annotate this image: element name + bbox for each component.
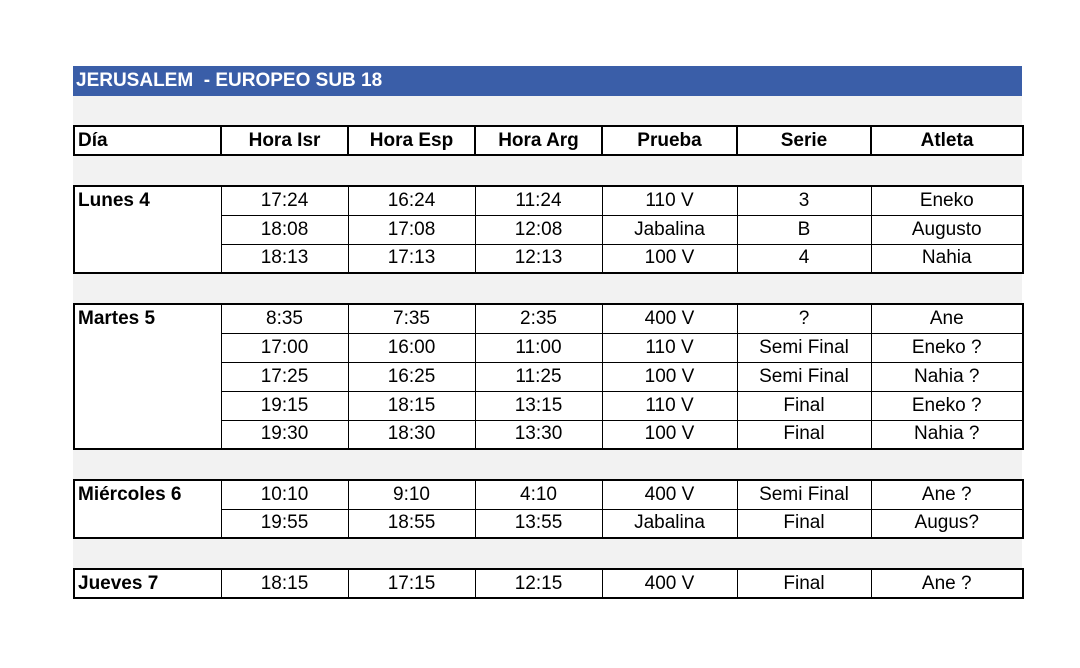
cell-prueba: 100 V xyxy=(602,244,737,273)
cell-atleta: Ane ? xyxy=(871,569,1023,598)
cell-hora-arg: 13:55 xyxy=(475,509,602,538)
cell-serie: Final xyxy=(737,569,871,598)
cell-atleta: Ane xyxy=(871,304,1023,333)
day-block xyxy=(73,185,1024,274)
column-header-atleta: Atleta xyxy=(871,126,1023,155)
cell-prueba: 110 V xyxy=(602,391,737,420)
table-row xyxy=(74,480,1023,509)
day-label: Lunes 4 xyxy=(74,186,221,273)
cell-atleta: Eneko ? xyxy=(871,333,1023,362)
spacer-row xyxy=(73,274,1022,303)
cell-hora-esp: 17:08 xyxy=(348,215,475,244)
spacer-row xyxy=(73,96,1022,125)
cell-serie: 4 xyxy=(737,244,871,273)
cell-serie: Semi Final xyxy=(737,333,871,362)
table-row xyxy=(74,569,1023,598)
cell-hora-esp: 18:30 xyxy=(348,420,475,449)
day-label: Miércoles 6 xyxy=(74,480,221,538)
cell-hora-arg: 12:08 xyxy=(475,215,602,244)
column-header-serie: Serie xyxy=(737,126,871,155)
spacer-row xyxy=(73,156,1022,185)
cell-hora-isr: 17:25 xyxy=(221,362,348,391)
table-row xyxy=(74,304,1023,333)
cell-hora-esp: 18:15 xyxy=(348,391,475,420)
cell-prueba: 100 V xyxy=(602,420,737,449)
schedule-sheet xyxy=(73,66,1022,599)
column-header-prueba: Prueba xyxy=(602,126,737,155)
cell-prueba: 400 V xyxy=(602,569,737,598)
cell-serie: Final xyxy=(737,391,871,420)
table-row xyxy=(74,186,1023,215)
day-block xyxy=(73,303,1024,450)
cell-serie: Final xyxy=(737,509,871,538)
cell-hora-isr: 17:00 xyxy=(221,333,348,362)
cell-hora-arg: 11:00 xyxy=(475,333,602,362)
cell-atleta: Nahia xyxy=(871,244,1023,273)
cell-serie: ? xyxy=(737,304,871,333)
cell-hora-isr: 19:55 xyxy=(221,509,348,538)
header-row xyxy=(73,125,1024,156)
cell-prueba: Jabalina xyxy=(602,509,737,538)
cell-hora-arg: 12:13 xyxy=(475,244,602,273)
cell-prueba: 110 V xyxy=(602,186,737,215)
cell-serie: Semi Final xyxy=(737,480,871,509)
cell-serie: Final xyxy=(737,420,871,449)
cell-hora-arg: 11:24 xyxy=(475,186,602,215)
cell-hora-isr: 17:24 xyxy=(221,186,348,215)
cell-hora-isr: 19:15 xyxy=(221,391,348,420)
spacer-row xyxy=(73,539,1022,568)
cell-prueba: 100 V xyxy=(602,362,737,391)
cell-atleta: Eneko ? xyxy=(871,391,1023,420)
cell-hora-esp: 17:13 xyxy=(348,244,475,273)
cell-hora-isr: 8:35 xyxy=(221,304,348,333)
cell-atleta: Augus? xyxy=(871,509,1023,538)
cell-hora-esp: 16:25 xyxy=(348,362,475,391)
cell-hora-esp: 16:00 xyxy=(348,333,475,362)
cell-prueba: Jabalina xyxy=(602,215,737,244)
day-block xyxy=(73,568,1024,599)
cell-hora-isr: 18:13 xyxy=(221,244,348,273)
cell-hora-isr: 19:30 xyxy=(221,420,348,449)
day-label: Jueves 7 xyxy=(74,569,221,598)
cell-hora-isr: 18:15 xyxy=(221,569,348,598)
column-header-hora-arg: Hora Arg xyxy=(475,126,602,155)
spacer-row xyxy=(73,450,1022,479)
cell-hora-esp: 17:15 xyxy=(348,569,475,598)
cell-serie: B xyxy=(737,215,871,244)
cell-hora-isr: 18:08 xyxy=(221,215,348,244)
day-block xyxy=(73,479,1024,539)
cell-atleta: Eneko xyxy=(871,186,1023,215)
cell-atleta: Augusto xyxy=(871,215,1023,244)
cell-hora-esp: 7:35 xyxy=(348,304,475,333)
cell-hora-esp: 18:55 xyxy=(348,509,475,538)
cell-atleta: Ane ? xyxy=(871,480,1023,509)
column-header-dia: Día xyxy=(74,126,221,155)
day-label: Martes 5 xyxy=(74,304,221,449)
cell-prueba: 110 V xyxy=(602,333,737,362)
cell-prueba: 400 V xyxy=(602,304,737,333)
cell-hora-esp: 9:10 xyxy=(348,480,475,509)
cell-atleta: Nahia ? xyxy=(871,420,1023,449)
cell-hora-arg: 13:30 xyxy=(475,420,602,449)
column-header-hora-isr: Hora Isr xyxy=(221,126,348,155)
cell-hora-arg: 11:25 xyxy=(475,362,602,391)
cell-hora-esp: 16:24 xyxy=(348,186,475,215)
cell-hora-arg: 13:15 xyxy=(475,391,602,420)
cell-hora-arg: 12:15 xyxy=(475,569,602,598)
cell-prueba: 400 V xyxy=(602,480,737,509)
cell-serie: 3 xyxy=(737,186,871,215)
cell-atleta: Nahia ? xyxy=(871,362,1023,391)
cell-serie: Semi Final xyxy=(737,362,871,391)
cell-hora-isr: 10:10 xyxy=(221,480,348,509)
column-header-hora-esp: Hora Esp xyxy=(348,126,475,155)
day-blocks xyxy=(73,156,1022,599)
sheet-title: JERUSALEM - EUROPEO SUB 18 xyxy=(73,66,1022,96)
cell-hora-arg: 2:35 xyxy=(475,304,602,333)
cell-hora-arg: 4:10 xyxy=(475,480,602,509)
